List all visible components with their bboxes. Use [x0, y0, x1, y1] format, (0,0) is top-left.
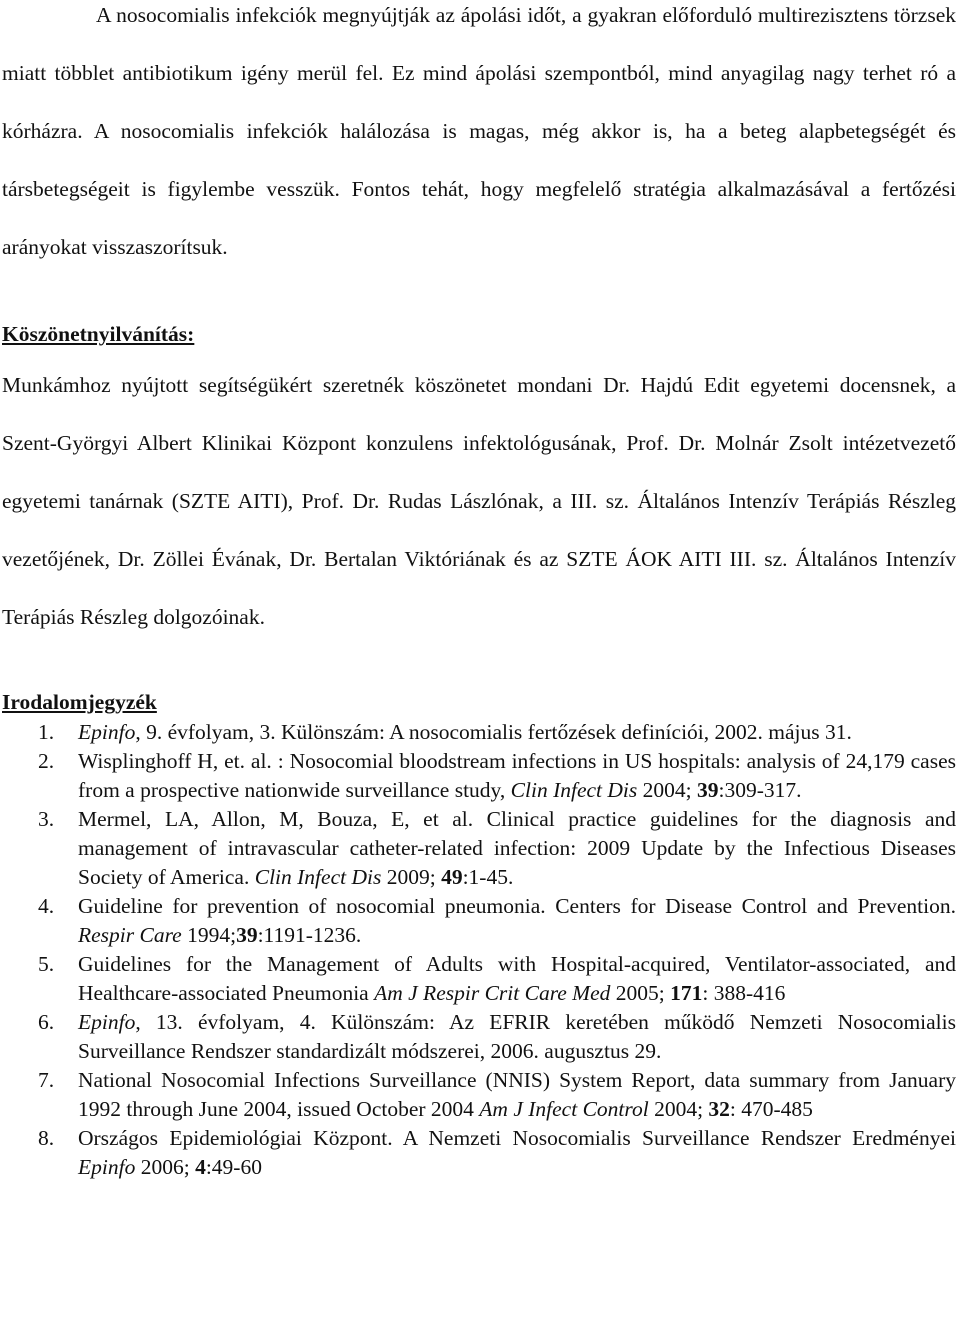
- reference-number: 1.: [38, 720, 55, 744]
- reference-text: Clin Infect Dis: [510, 778, 638, 802]
- reference-text: Epinfo: [78, 1155, 136, 1179]
- reference-text: Am J Respir Crit Care Med: [374, 981, 611, 1005]
- acknowledgement-heading: Köszönetnyilvánítás:: [2, 322, 195, 346]
- reference-text: 4: [195, 1155, 206, 1179]
- reference-text: :49-60: [205, 1155, 262, 1179]
- reference-number: 4.: [38, 894, 55, 918]
- reference-item: [2, 747, 956, 805]
- reference-text: Mermel, LA, Allon, M, Bouza, E, et al. Clinical practice guidelines for the diagnosis and management of intravascular catheter-related infection: 2009 Update by the Infectious Diseases Society of America.: [78, 807, 956, 889]
- reference-item: [2, 1008, 956, 1066]
- reference-text: Clin Infect Dis: [254, 865, 382, 889]
- reference-text: 2006;: [135, 1155, 196, 1179]
- reference-number: 3.: [38, 807, 55, 831]
- acknowledgement-paragraph: Munkámhoz nyújtott segítségükért szeretnék köszönetet mondani Dr. Hajdú Edit egyetemi docensnek, a Szent-Györgyi Albert Klinikai Központ konzulens infektológusának, Prof. Dr. Molnár Zsolt intézetvezető egyetemi tanárnak (SZTE AITI), Prof. Dr. Rudas Lászlónak, a III. sz. Általános Intenzív Terápiás Részleg vezetőjének, Dr. Zöllei Évának, Dr. Bertalan Viktóriának és az SZTE ÁOK AITI III. sz. Általános Intenzív Terápiás Részleg dolgozóinak.: [2, 373, 956, 629]
- reference-text: Wisplinghoff H, et. al. : Nosocomial bloodstream infections in US hospitals: analysis of 24,179 cases from a prospective nationwide surveillance study,: [78, 749, 956, 802]
- intro-paragraph: A nosocomialis infekciók megnyújtják az ápolási időt, a gyakran előforduló multirezisztens törzsek miatt többlet antibiotikum igény merül fel. Ez mind ápolási szempontból, mind anyagilag nagy terhet ró a kórházra. A nosocomialis infekciók halálozása is magas, még akkor is, ha a beteg alapbetegségét és társbetegségeit is figylembe vesszük. Fontos tehát, hogy megfelelő stratégia alkalmazásával a fertőzési arányokat visszaszorítsuk.: [2, 3, 956, 259]
- reference-text: 39: [236, 923, 258, 947]
- reference-number: 5.: [38, 952, 55, 976]
- reference-item: [2, 1066, 956, 1124]
- reference-text: 2004;: [637, 778, 697, 802]
- reference-text: Guidelines for the Management of Adults with Hospital-acquired, Ventilator-associated, and Healthcare-associated Pneumonia: [78, 952, 956, 1005]
- reference-item: [2, 718, 956, 747]
- reference-item: [2, 805, 956, 892]
- reference-text: 2004;: [648, 1097, 709, 1121]
- reference-text: 2009;: [381, 865, 442, 889]
- reference-text: : 388-416: [702, 981, 786, 1005]
- reference-text: Respir Care: [78, 923, 182, 947]
- reference-text: Országos Epidemiológiai Központ. A Nemzeti Nosocomialis Surveillance Rendszer Eredményei: [78, 1126, 956, 1150]
- reference-text: :1191-1236.: [257, 923, 362, 947]
- reference-text: , 9. évfolyam, 3. Különszám: A nosocomialis fertőzések definíciói, 2002. május 31.: [135, 720, 852, 744]
- reference-text: 32: [708, 1097, 730, 1121]
- reference-text: :309-317.: [718, 778, 802, 802]
- document-page: [2, 0, 956, 1182]
- reference-text: : 470-485: [729, 1097, 813, 1121]
- reference-number: 2.: [38, 749, 55, 773]
- reference-text: Am J Infect Control: [479, 1097, 649, 1121]
- reference-list: [2, 718, 956, 1182]
- references-heading: Irodalomjegyzék: [2, 690, 157, 714]
- reference-text: 1994;: [181, 923, 237, 947]
- reference-text: Epinfo: [78, 720, 136, 744]
- reference-text: 171: [670, 981, 703, 1005]
- reference-number: 8.: [38, 1126, 55, 1150]
- reference-number: 6.: [38, 1010, 55, 1034]
- reference-item: [2, 892, 956, 950]
- reference-text: 49: [441, 865, 463, 889]
- reference-text: 2005;: [610, 981, 671, 1005]
- reference-text: National Nosocomial Infections Surveillance (NNIS) System Report, data summary from January 1992 through June 2004, issued October 2004: [78, 1068, 956, 1121]
- reference-text: :1-45.: [462, 865, 514, 889]
- reference-text: Epinfo: [78, 1010, 136, 1034]
- reference-item: [2, 950, 956, 1008]
- reference-text: , 13. évfolyam, 4. Különszám: Az EFRIR keretében működő Nemzeti Nosocomialis Surveillance Rendszer standardizált módszerei, 2006. augusztus 29.: [78, 1010, 956, 1063]
- reference-number: 7.: [38, 1068, 55, 1092]
- reference-text: Guideline for prevention of nosocomial pneumonia. Centers for Disease Control and Prevention.: [78, 894, 956, 918]
- reference-text: 39: [697, 778, 719, 802]
- reference-item: [2, 1124, 956, 1182]
